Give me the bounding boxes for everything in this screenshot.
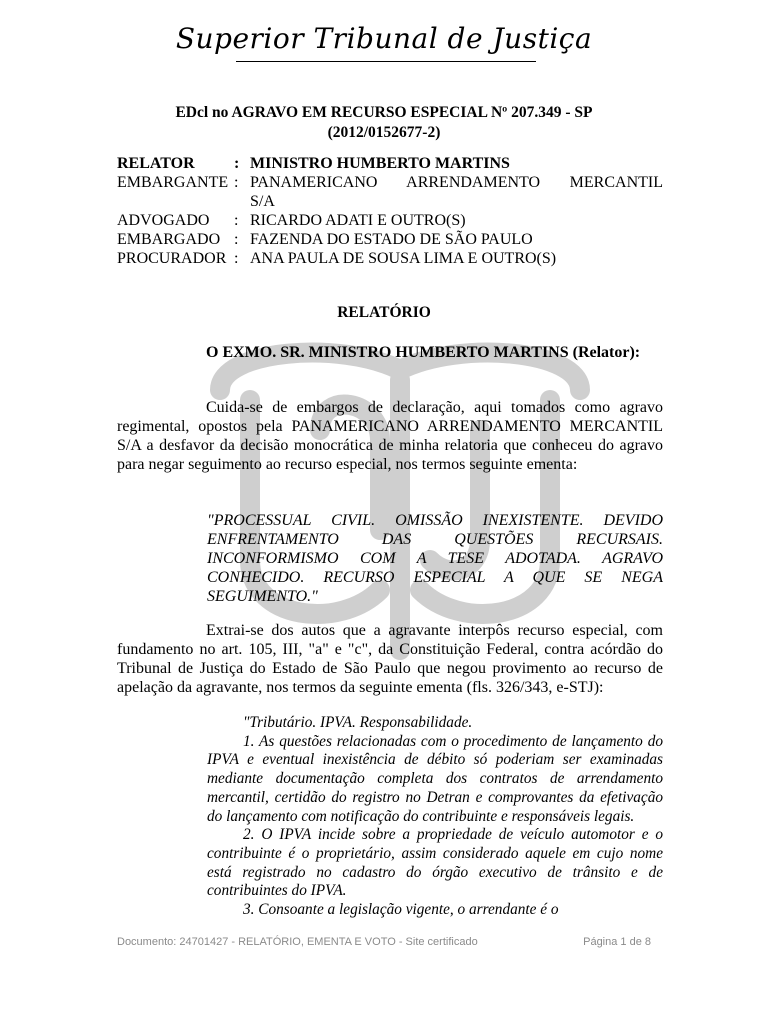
party-name: RICARDO ADATI E OUTRO(S) — [250, 212, 466, 229]
party-row-embargado — [117, 230, 663, 249]
case-number: (2012/0152677-2) — [327, 124, 441, 141]
party-name-line1: PANAMERICANO ARRENDAMENTO MERCANTIL — [250, 174, 663, 191]
opening-paragraph: O EXMO. SR. MINISTRO HUMBERTO MARTINS (Relator): — [206, 344, 641, 361]
party-role: EMBARGADO — [117, 231, 221, 248]
party-colon: : — [234, 174, 239, 191]
party-row-procurador — [117, 249, 663, 268]
party-role: EMBARGANTE — [117, 174, 229, 191]
footer-page-number: Página 1 de 8 — [583, 936, 651, 948]
party-colon: : — [234, 250, 239, 267]
party-name — [250, 173, 663, 211]
ementa-block — [207, 714, 663, 920]
body-paragraph-1: Cuida-se de embargos de declaração, aqui tomados como agravo regimental, opostos pela PANAMERICANO ARRENDAMENTO MERCANTIL S/A a desfavor da decisão monocrática de minha relatoria que conheceu do agravo para negar seguimento ao recurso especial, nos termos seguinte ementa: — [117, 399, 663, 473]
party-colon: : — [234, 212, 239, 229]
party-colon: : — [234, 155, 240, 172]
party-name: MINISTRO HUMBERTO MARTINS — [250, 155, 510, 172]
ementa-item: 2. O IPVA incide sobre a propriedade de veículo automotor e o contribuinte é o proprietário, assim considerado aquele em cujo nome está registrado no cadastro do órgão executivo de trânsito e de contribuintes do IPVA. — [207, 826, 663, 900]
parties-table — [117, 154, 663, 268]
party-row-advogado — [117, 211, 663, 230]
court-name-underline — [236, 61, 536, 62]
case-title — [0, 103, 768, 143]
ementa-item: 1. As questões relacionadas com o procedimento de lançamento do IPVA e eventual inexistência de débito só poderiam ser examinadas mediante documentação completa dos contratos de arrendamento mercantil, certidão do registro no Detran e comprovantes da efetivação do lançamento com notificação do contribuinte e responsáveis legais. — [207, 732, 663, 825]
stj-emblem-watermark — [180, 330, 620, 660]
ementa-item: 3. Consoante a legislação vigente, o arrendante é o — [243, 901, 559, 919]
party-name-line2: S/A — [250, 193, 275, 210]
footer-document-info: Documento: 24701427 - RELATÓRIO, EMENTA E VOTO - Site certificado — [117, 936, 478, 948]
ementa-title: "Tributário. IPVA. Responsabilidade. — [243, 714, 473, 731]
party-colon: : — [234, 231, 239, 248]
court-name: Superior Tribunal de Justiça — [175, 22, 593, 55]
party-name: ANA PAULA DE SOUSA LIMA E OUTRO(S) — [250, 250, 557, 267]
party-role: ADVOGADO — [117, 212, 210, 229]
party-role: PROCURADOR — [117, 250, 227, 267]
party-name: FAZENDA DO ESTADO DE SÃO PAULO — [250, 231, 533, 248]
case-title-line1: EDcl no AGRAVO EM RECURSO ESPECIAL Nº 207.349 - SP — [175, 104, 593, 121]
party-row-relator — [117, 154, 663, 173]
party-role: RELATOR — [117, 155, 195, 172]
decision-quote: "PROCESSUAL CIVIL. OMISSÃO INEXISTENTE. DEVIDO ENFRENTAMENTO DAS QUESTÕES RECURSAIS. INCONFORMISMO COM A TESE ADOTADA. AGRAVO CONHECIDO. RECURSO ESPECIAL A QUE SE NEGA SEGUIMENTO." — [207, 512, 663, 605]
section-heading: RELATÓRIO — [337, 304, 431, 321]
party-row-embargante — [117, 173, 663, 211]
body-paragraph-2: Extrai-se dos autos que a agravante interpôs recurso especial, com fundamento no art. 105, III, "a" e "c", da Constituição Federal, contra acórdão do Tribunal de Justiça do Estado de São Paulo que negou provimento ao recurso de apelação da agravante, nos termos da seguinte ementa (fls. 326/343, e-STJ): — [117, 622, 663, 696]
